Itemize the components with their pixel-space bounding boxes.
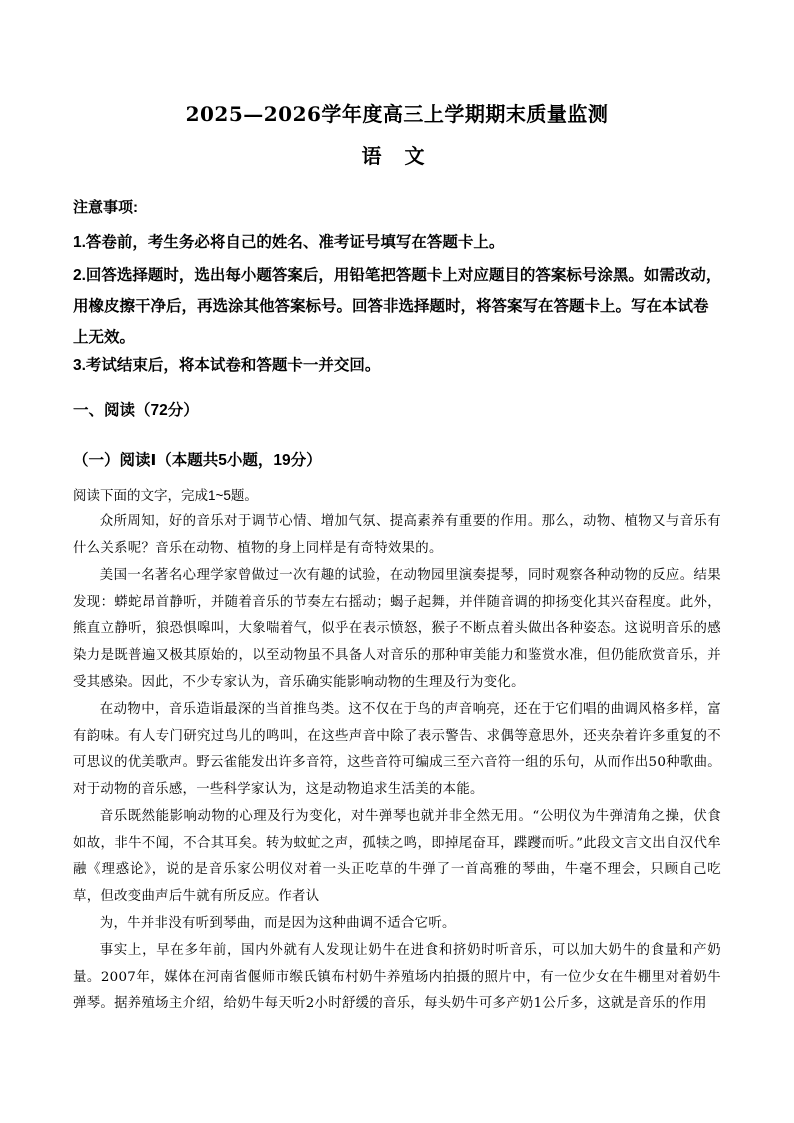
section-heading: 一、阅读（72分） [73,402,199,419]
passage-paragraph: 为，牛并非没有听到琴曲，而是因为这种曲调不适合它听。 [99,916,456,931]
reading-instruction: 阅读下面的文字，完成1~5题。 [73,488,258,503]
page-title: 2025—2026学年度高三上学期期末质量监测 [185,102,609,126]
notice-item-1: 1.答卷前，考生务必将自己的姓名、准考证号填写在答题卡上。 [73,234,505,251]
passage-paragraph: 美国一名著名心理学家曾做过一次有趣的试验，在动物园里演奏提琴，同时观察各种动物的反应。结果发现：蟒蛇昂首静听，并随着音乐的节奏左右摇动；蝎子起舞，并伴随音调的抑扬变化其兴奋程度。此外，熊直立静听，狼恐惧嗥叫，大象喘着气，似乎在表示愤怒，猴子不断点着头做出各种姿态。这说明音乐的感染力是既普遍又极其原始的，以至动物虽不具备人对音乐的那种审美能力和鉴赏水准，但仍能欣赏音乐，并受其感染。因此，不少专家认为，音乐确实能影响动物的生理及行为变化。 [73,568,721,690]
passage-paragraph: 事实上，早在多年前，国内外就有人发现让奶牛在进食和挤奶时听音乐，可以加大奶牛的食量和产奶量。2007年，媒体在河南省偃师市缑氏镇布村奶牛养殖场内拍摄的照片中，有一位少女在牛棚里对着奶牛弹琴。据养殖场主介绍，给奶牛每天听2小时舒缓的音乐，每头奶牛可多产奶1公斤多，这就是音乐的作用 [73,943,721,1012]
notice-item-3: 3.考试结束后，将本试卷和答题卡一并交回。 [73,357,381,374]
passage-paragraph: 音乐既然能影响动物的心理及行为变化，对牛弹琴也就并非全然无用。“公明仪为牛弹清角之操，伏食如故，非牛不闻，不合其耳矣。转为蚊虻之声，孤犊之鸣，即掉尾奋耳，蹀躞而听。”此段文言文出自汉代牟融《理惑论》，说的是音乐家公明仪对着一头正吃草的牛弹了一首高雅的琴曲，牛毫不理会，只顾自己吃草，但改变曲声后牛就有所反应。作者认 [73,809,721,905]
passage-paragraph: 众所周知，好的音乐对于调节心情、增加气氛、提高素养有重要的作用。那么，动物、植物又与音乐有什么关系呢？音乐在动物、植物的身上同样是有奇特效果的。 [73,514,721,556]
notice-item-2: 2.回答选择题时，选出每小题答案后，用铅笔把答题卡上对应题目的答案标号涂黑。如需改动，用橡皮擦干净后，再选涂其他答案标号。回答非选择题时，将答案写在答题卡上。写在本试卷上无效。 [73,267,722,346]
part-heading: （一）阅读Ⅰ（本题共5小题，19分） [73,452,322,469]
notice-heading: 注意事项: [73,199,138,216]
passage-paragraph: 在动物中，音乐造诣最深的当首推鸟类。这不仅在于鸟的声音响亮，还在于它们唱的曲调风格多样，富有韵味。有人专门研究过鸟儿的鸣叫，在这些声音中除了表示警告、求偶等意思外，还夹杂着许多重复的不可思议的优美歌声。野云雀能发出许多音符，这些音符可编成三至六音符一组的乐句，从而作出50种歌曲。对于动物的音乐感，一些科学家认为，这是动物追求生活美的本能。 [73,702,721,798]
subject-title: 语 文 [361,144,433,168]
